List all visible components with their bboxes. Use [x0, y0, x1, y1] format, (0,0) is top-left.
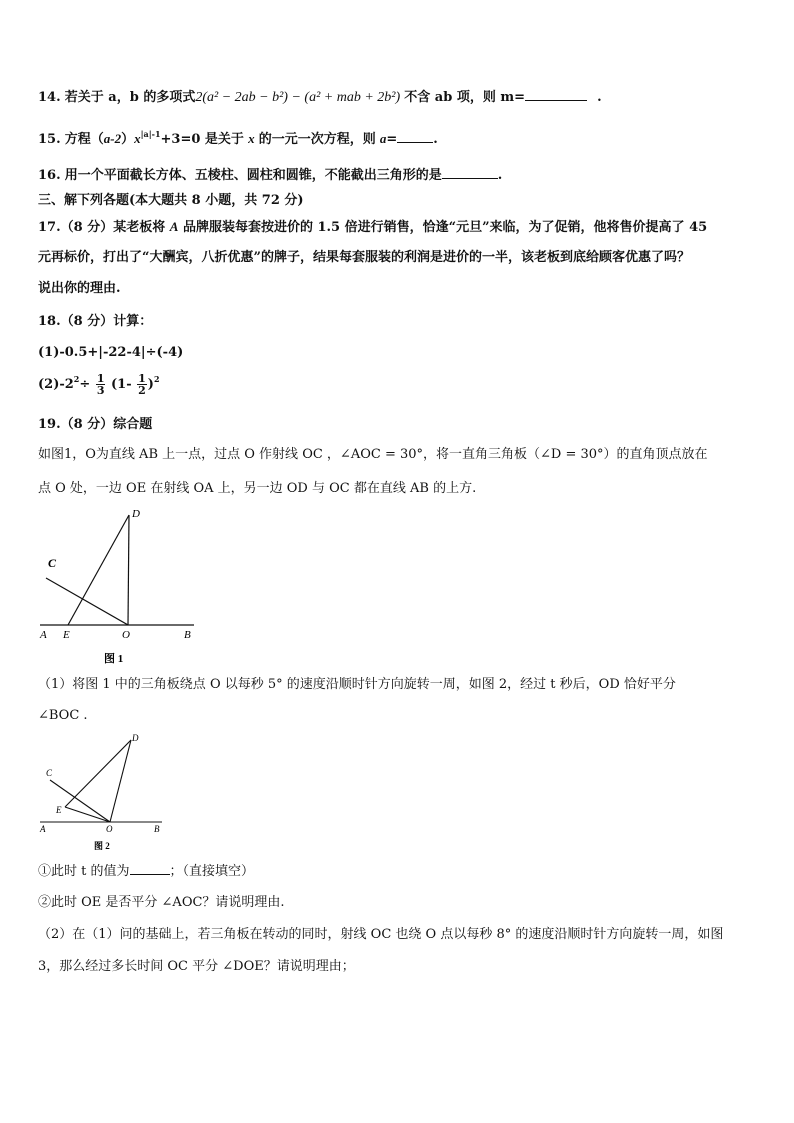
question-19-intro-2: 点 O 处，一边 OE 在射线 OA 上，另一边 OD 与 OC 都在直线 AB 的上方. — [38, 481, 477, 496]
polynomial-expression: 2(a² − 2ab − b²) − (a² + mab + 2b²) — [195, 90, 401, 105]
period: . — [497, 168, 503, 183]
question-title: （8 分）综合题 — [60, 417, 153, 432]
question-17-line-3: 说出你的理由. — [38, 281, 121, 296]
question-text: ；（直接填空） — [169, 864, 255, 879]
label-e: E — [63, 629, 70, 641]
ray-oc — [46, 578, 128, 625]
divide-sign: ÷ — [79, 377, 91, 392]
var-x: x — [248, 131, 255, 146]
answer-blank[interactable] — [525, 88, 587, 101]
question-number: 19. — [38, 417, 61, 432]
label-d: D — [132, 733, 139, 743]
question-title: （8 分）计算： — [60, 314, 153, 329]
label-o: O — [122, 629, 130, 641]
segment-od — [128, 515, 129, 625]
expr-a-minus-2: a-2 — [103, 131, 122, 146]
question-text: ） — [121, 132, 135, 147]
question-19-part-2-b: 3，那么经过多长时间 OC 平分 ∠DOE？请说明理由； — [38, 959, 355, 974]
question-number: 14. — [38, 90, 61, 105]
question-18-part-2 — [38, 373, 160, 396]
period: . — [597, 90, 602, 105]
question-text: 方程（ — [64, 132, 104, 147]
var-a: a — [379, 131, 387, 146]
question-text: （8 分）某老板将 — [60, 220, 166, 235]
answer-blank[interactable] — [397, 130, 433, 143]
section-heading: 三、解下列各题(本大题共 8 小题，共 72 分) — [38, 193, 304, 208]
question-number: 15. — [38, 132, 61, 147]
label-e: E — [56, 805, 62, 815]
question-19 — [38, 416, 152, 434]
exponent: 2 — [153, 374, 160, 384]
question-number: 17. — [38, 220, 61, 235]
question-number: 16. — [38, 168, 61, 183]
question-15 — [38, 130, 438, 149]
question-19-intro-1: 如图1，O为直线 AB 上一点，过点 O 作射线 OC ，∠AOC = 30°，将一直角三角板（∠D = 30°）的直角顶点放在 — [38, 447, 708, 462]
period: . — [433, 132, 438, 147]
label-c: C — [48, 556, 57, 570]
question-text: 不含 ab 项，则 m= — [404, 90, 526, 105]
numerator: 1 — [96, 372, 105, 385]
question-18 — [38, 313, 152, 331]
segment-ed — [65, 740, 131, 807]
question-16 — [38, 166, 502, 185]
figure-1-caption: 图 1 — [104, 653, 124, 665]
expr-part: (1- — [111, 377, 132, 392]
label-a: A — [40, 824, 46, 834]
brand-a: A — [169, 219, 179, 234]
exponent: 2 — [73, 374, 80, 384]
question-19-part-1-b: ∠BOC . — [38, 708, 88, 723]
label-d: D — [132, 508, 140, 520]
figure-1 — [36, 505, 206, 670]
expr-part: (2)-2 — [38, 377, 74, 392]
label-a: A — [40, 629, 47, 641]
question-text: 品牌服装每套按进价的 1.5 倍进行销售，恰逢“元旦”来临，为了促销，他将售价提高了 45 — [182, 220, 708, 235]
question-19-part-2-a: （2）在（1）问的基础上，若三角板在转动的同时，射线 OC 也绕 O 点以每秒 8° 的速度沿顺时针方向旋转一周，如图 — [38, 927, 724, 942]
label-b: B — [154, 824, 160, 834]
figure-2 — [36, 732, 176, 854]
expr-part: ) — [147, 377, 154, 392]
ray-oc — [50, 780, 110, 822]
answer-blank[interactable] — [130, 862, 170, 875]
equals: = — [386, 132, 398, 147]
label-c: C — [46, 768, 53, 778]
question-text: +3=0 是关于 — [160, 132, 244, 147]
question-text: 若关于 a，b 的多项式 — [64, 90, 196, 105]
question-17-line-2: 元再标价，打出了“大酬宾，八折优惠”的牌子，结果每套服装的利润是进价的一半，该老板到底给顾客优惠了吗？ — [38, 250, 690, 265]
question-text: 的一元一次方程，则 — [258, 132, 376, 147]
question-19-part-1-a: （1）将图 1 中的三角板绕点 O 以每秒 5° 的速度沿顺时针方向旋转一周，如图 2，经过 t 秒后，OD 恰好平分 — [38, 677, 676, 692]
answer-blank[interactable] — [442, 166, 498, 179]
label-o: O — [106, 824, 113, 834]
question-text: 用一个平面截长方体、五棱柱、圆柱和圆锥，不能截出三角形的是 — [64, 168, 442, 183]
segment-od — [110, 740, 131, 822]
var-x: x — [134, 131, 141, 146]
question-text: ①此时 t 的值为 — [38, 864, 130, 879]
question-14 — [38, 88, 602, 107]
segment-oe — [65, 807, 110, 822]
question-18-part-1: (1)-0.5+|-22-4|÷(-4) — [38, 345, 184, 360]
question-number: 18. — [38, 314, 61, 329]
exponent: |a|-1 — [140, 129, 161, 139]
denominator: 2 — [138, 384, 146, 397]
question-17-line-1 — [38, 218, 707, 237]
label-b: B — [184, 629, 191, 641]
denominator: 3 — [96, 384, 105, 397]
question-19-sub-2: ②此时 OE 是否平分 ∠AOC？请说明理由. — [38, 895, 285, 910]
fraction-one-third — [96, 373, 106, 396]
fraction-one-half — [137, 373, 147, 396]
numerator: 1 — [138, 372, 146, 385]
question-19-sub-1 — [38, 862, 254, 881]
figure-2-caption: 图 2 — [94, 841, 110, 851]
